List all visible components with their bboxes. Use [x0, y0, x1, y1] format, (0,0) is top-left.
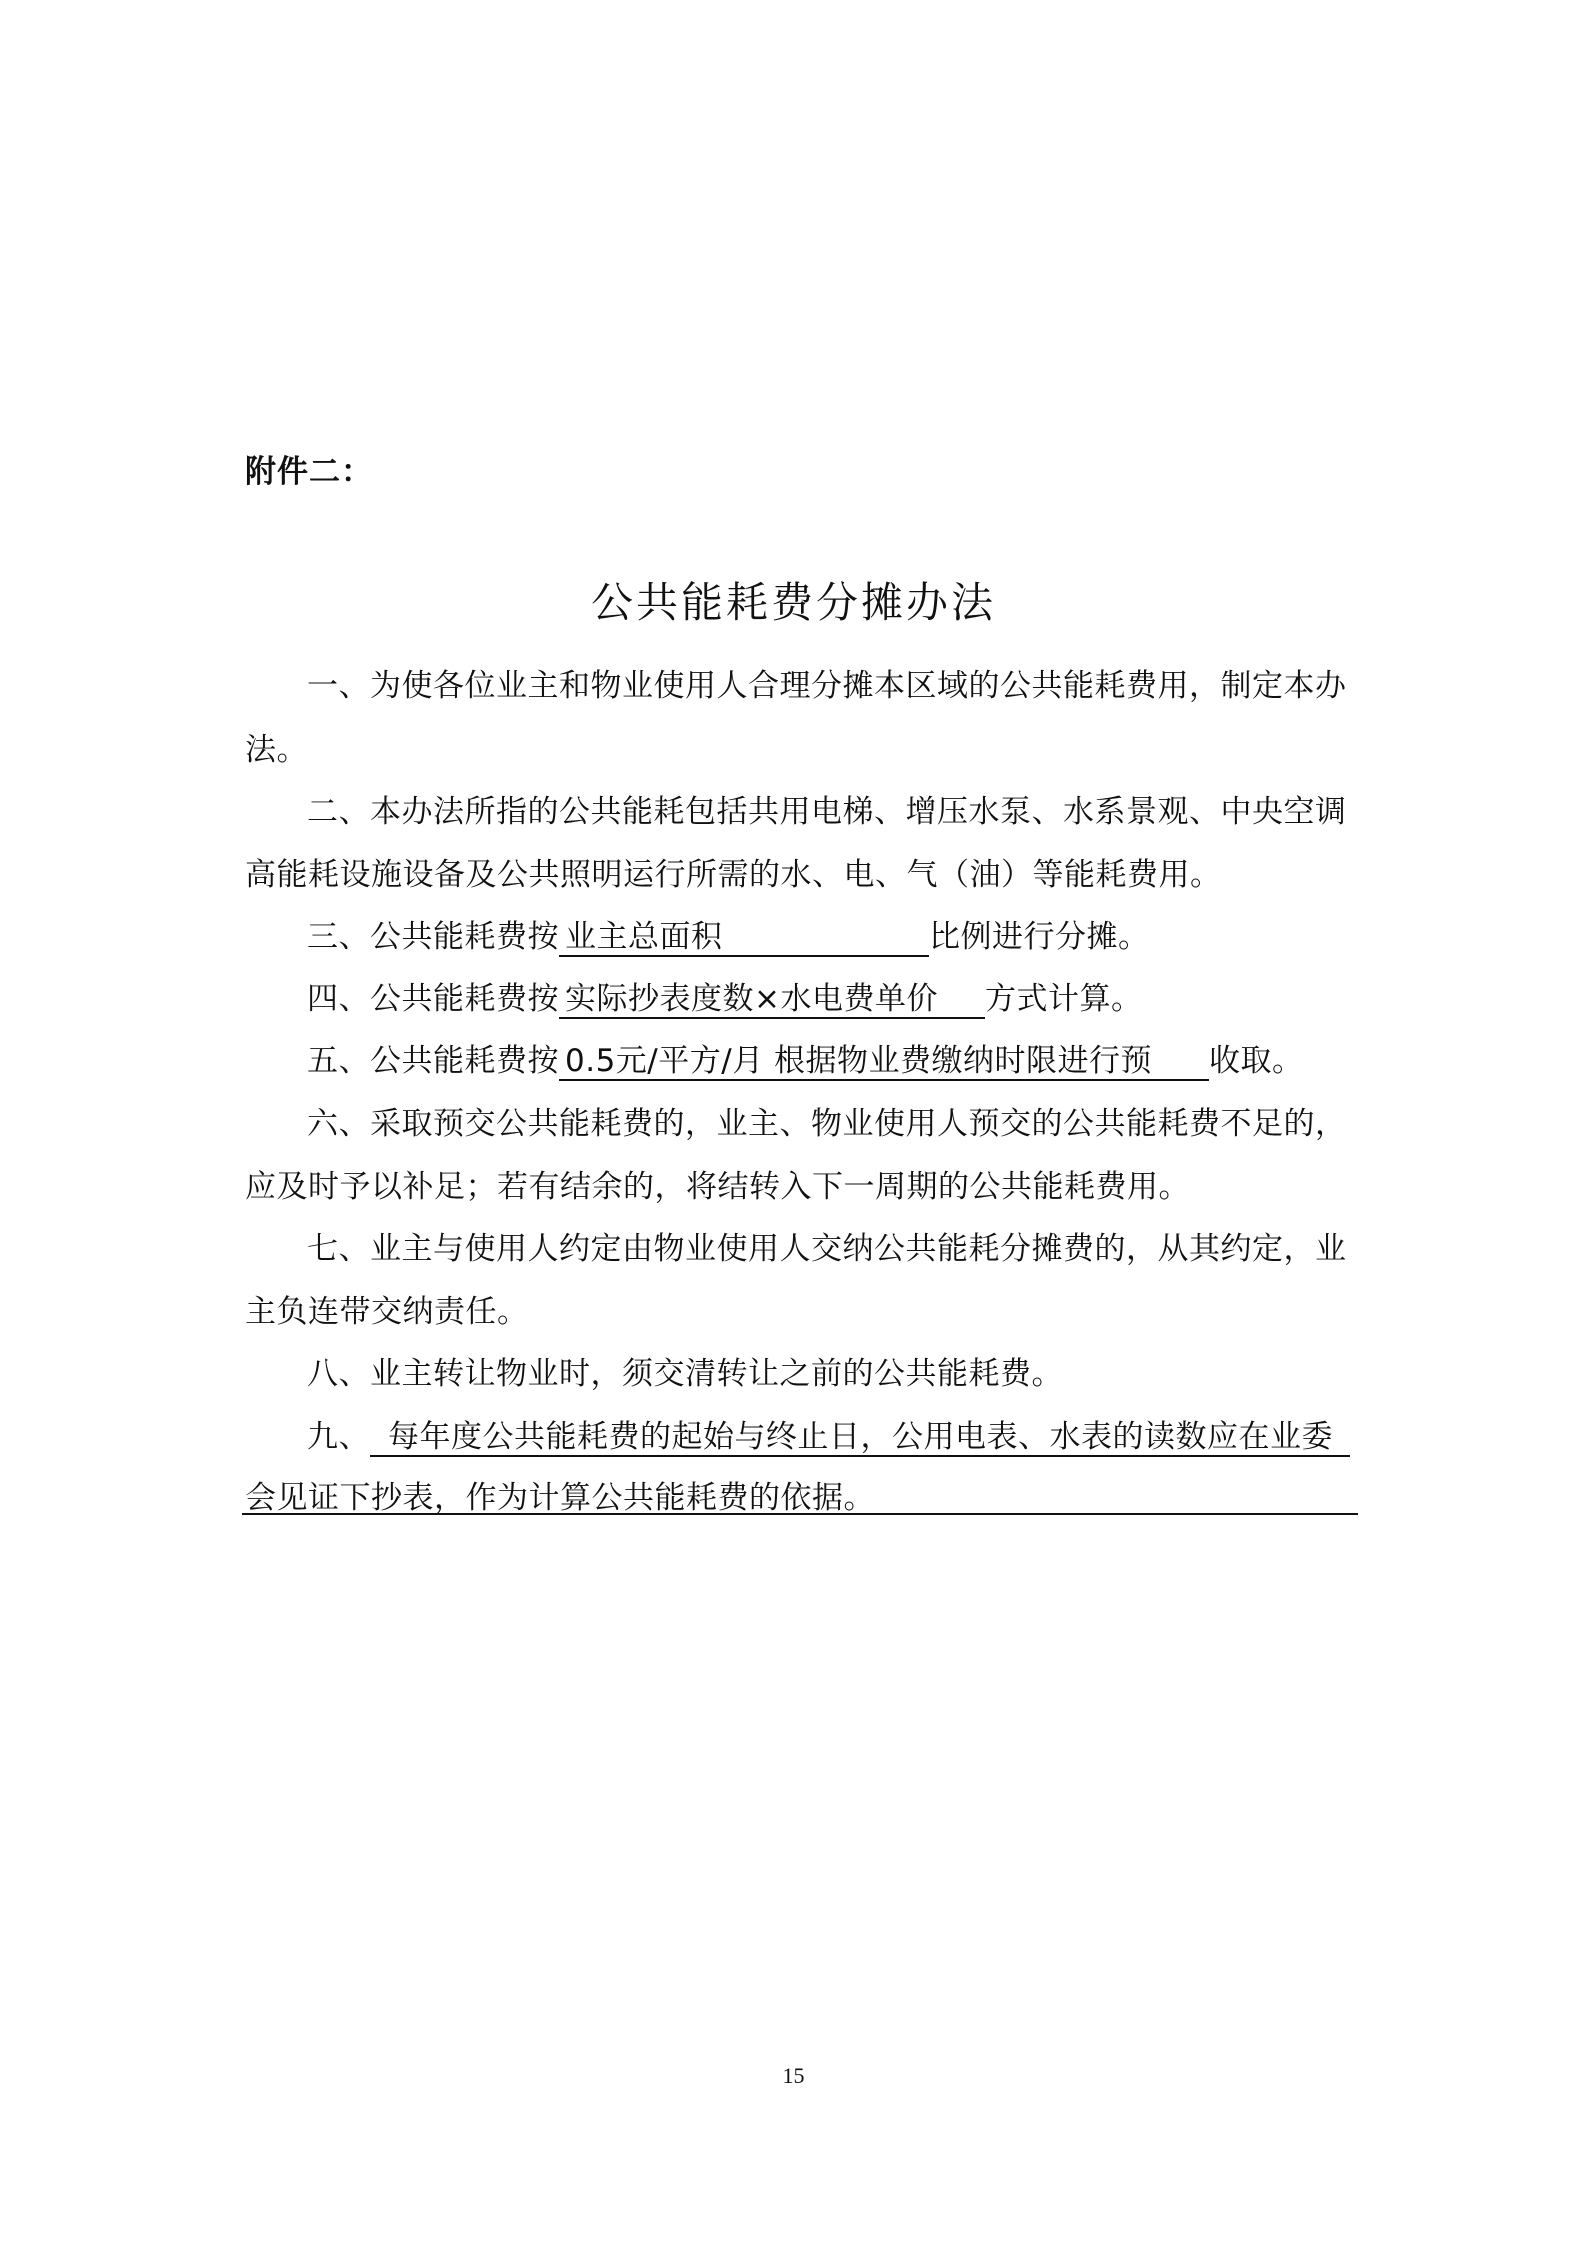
- clause-1-line-2: 法。: [245, 732, 308, 768]
- clause-4: [307, 979, 1357, 1019]
- page-title: 公共能耗费分摊办法: [590, 578, 996, 627]
- clause-1-line-1: 一、为使各位业主和物业使用人合理分摊本区域的公共能耗费用，制定本办: [307, 668, 1347, 704]
- page-number: 15: [782, 2063, 805, 2088]
- clause-5-fill: 0.5元/平方/月 根据物业费缴纳时限进行预: [559, 1043, 1209, 1081]
- clause-7-line-1: 七、业主与使用人约定由物业使用人交纳公共能耗分摊费的，从其约定，业: [307, 1231, 1347, 1267]
- clause-5-prefix: 五、公共能耗费按: [307, 1043, 559, 1079]
- clause-2-line-1: 二、本办法所指的公共能耗包括共用电梯、增压水泵、水系景观、中央空调: [307, 794, 1347, 830]
- clause-9-underline: [242, 1513, 1358, 1515]
- clause-4-suffix: 方式计算。: [985, 981, 1143, 1017]
- clause-4-prefix: 四、公共能耗费按: [307, 981, 559, 1017]
- clause-9-fill: 每年度公共能耗费的起始与终止日，公用电表、水表的读数应在业委: [370, 1419, 1350, 1457]
- clause-6-line-1: 六、采取预交公共能耗费的，业主、物业使用人预交的公共能耗费不足的，: [307, 1106, 1347, 1142]
- clause-4-fill: 实际抄表度数×水电费单价: [559, 981, 985, 1019]
- clause-8-line-1: 八、业主转让物业时，须交清转让之前的公共能耗费。: [307, 1356, 1063, 1392]
- clause-9-line-2: 会见证下抄表，作为计算公共能耗费的依据。: [245, 1480, 875, 1516]
- clause-5-suffix: 收取。: [1209, 1043, 1304, 1079]
- clause-9-prefix: 九、: [307, 1419, 370, 1455]
- clause-5: [307, 1041, 1357, 1081]
- clause-3: [307, 917, 1357, 957]
- clause-3-suffix: 比例进行分摊。: [929, 919, 1150, 955]
- clause-3-fill: 业主总面积: [559, 919, 929, 957]
- clause-3-prefix: 三、公共能耗费按: [307, 919, 559, 955]
- clause-2-line-2: 高能耗设施设备及公共照明运行所需的水、电、气（油）等能耗费用。: [245, 857, 1222, 893]
- clause-7-line-2: 主负连带交纳责任。: [245, 1294, 529, 1330]
- clause-6-line-2: 应及时予以补足；若有结余的，将结转入下一周期的公共能耗费用。: [245, 1169, 1190, 1205]
- clause-9-line-1: [307, 1417, 1357, 1457]
- attachment-label: 附件二：: [245, 454, 373, 490]
